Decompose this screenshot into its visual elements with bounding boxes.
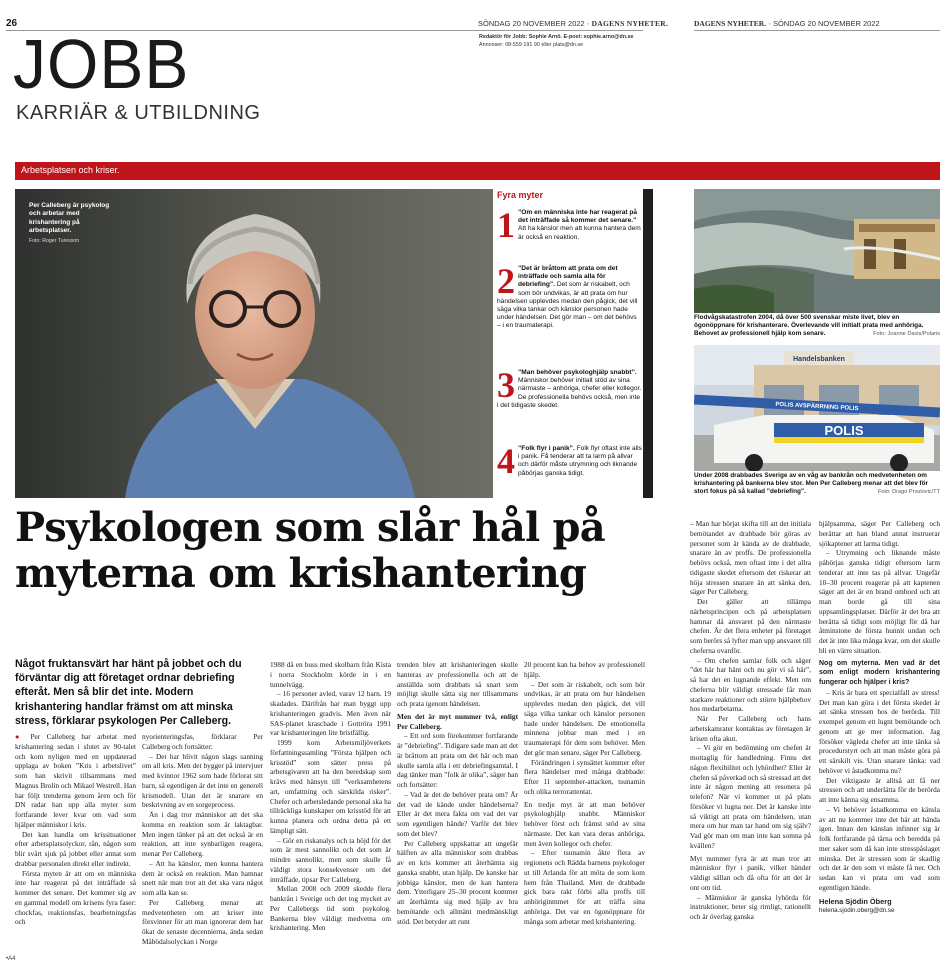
body-col-2 (142, 732, 263, 947)
ads-contact: Annonser: 08-559 191 90 eller plats@dn.se (479, 41, 584, 48)
tsunami-caption (694, 314, 940, 339)
body-col-5 (524, 660, 645, 926)
tsunami-illustration (694, 189, 940, 313)
myth-bold: ”Folk flyr i panik”. (518, 445, 575, 452)
body-para: Mellan 2008 och 2009 skedde flera bankrån i Sverige och det tog mycket av Per Callebergs tid som psykolog. Bankerna blev väldigt medvetna om krishantering. Men (270, 884, 391, 933)
body-para: Det kan handla om krissituationer efter arbetsplatsolyckor, rån, någon som blir svårt sjuk på jobbet eller annat som drabbar personalen direkt eller indirekt. (15, 829, 136, 868)
page-footer-marker: •A4 (6, 956, 16, 962)
section-title: JOBB (13, 25, 190, 103)
bank-photo (694, 345, 940, 471)
ingress: Något fruktansvärt har hänt på jobbet och du förväntar dig att företaget ordnar debriefing efteråt. Men så blir det inte. Modern krishantering handlar främst om att minska stress, förklarar psykologen Per Calleberg. (15, 658, 242, 727)
body-col-4 (397, 660, 518, 926)
bank-illustration (694, 345, 940, 471)
page-number: 26 (6, 18, 18, 29)
body-para: – Att ha känslor, men kunna hantera dem är också en reaktion. Man hamnar snett när man tror att det ska vara något som alla kan se. (142, 858, 263, 897)
body-para: – Gör en riskanalys och ta höjd för det som är mest sannolikt och det som är mindre sannolikt, men som skulle få väldigt stora konsekvenser om det inträffade, tipsar Per Calleberg. (270, 835, 391, 884)
myth-number: 4 (497, 441, 515, 481)
body-para: – Utrymning och liknande måste påbörjas ganska tidigt eftersom larm tenderar att inte tas på allvar. Ungefär 10–30 procent reagerar på att kaptenen säger att det är en brand ombord och att man borde gå till sina uppsamlingsplatser. Därför är det bra att berätta så tidigt som möjligt för då har åtminstone de första hunnit undan och det är inte lika många kvar, om det skulle bli en värre situation. (819, 548, 940, 655)
police-car-text: POLIS (824, 423, 864, 438)
body-para: hjälpsamma, säger Per Calleberg och berättar att han bland annat instruerar sjökaptener att larma tidigt. (819, 519, 940, 548)
bank-credit: Foto: Drago Prvulovic/TT (877, 489, 940, 496)
myth-text: Folk flyr oftast inte alls i panik. Få tenderar att ta larm på allvar och därför måste utrymning och liknande påbörjas ganska tidigt. (518, 445, 642, 477)
byline-email: helena.sjodin.oberg@dn.se (819, 907, 895, 915)
editor-line (479, 34, 634, 49)
body-para: – Det som är riskabelt, och som bör undvikas, är att prata om hur händelsen upplevdes medan den pågick, det vill säga vilka tankar och känslor personen hade under händelsen. De emotionella minnena jobbar man med i en traumaterapi för dem som behöver. Men det gör man senare, säger Per Calleberg. (524, 679, 645, 757)
section-kicker-bar (15, 162, 940, 180)
editor-contact: Redaktör för Jobb: Sophie Arnö. E-post: sophie.arno@dn.se (479, 34, 634, 40)
body-para: ● Per Calleberg har arbetat med krishantering sedan i slutet av 90-talet och kom nyligen med en uppdaterad upplaga av boken ”Kris i arbetslivet” som han skrivit tillsammans med Magnus Brolin och Mikael Westrell. Han har följt trenderna genom åren och för DN radar han upp alla myter som fortfarande lever kvar om vad som hjälper människor i kris. (15, 732, 136, 829)
myth-text: Människor behöver initialt stöd av sina närmaste – anhöriga, chefer eller kollegor. De professionella behövs också, men inte i det tidigaste skedet. (497, 377, 642, 409)
header-date-right: SÖNDAG 20 NOVEMBER 2022 (772, 19, 880, 28)
bank-caption (694, 472, 940, 497)
tsunami-photo (694, 189, 940, 313)
section-kicker: Arbetsplatsen och kriser. (21, 165, 120, 175)
section-subtitle: KARRIÄR & UTBILDNING (16, 102, 261, 124)
body-para: Än i dag tror människor att det ska komma en reaktion som är laktagbar. Men ingen tänker på att det också är en reaktion, att inte synbarligen reagera, menar Per Calleberg. (142, 810, 263, 858)
body-col-7 (819, 519, 940, 916)
body-col-6 (690, 519, 811, 922)
body-para: nyorienteringsfas, förklarar Per Calleberg och fortsätter: (142, 732, 263, 751)
body-para-lead: Nog om myterna. Men vad är det som enligt modern krishantering fungerar och hjälper i kris? (819, 659, 940, 686)
main-photo-credit: Foto: Roger Turesson (29, 237, 80, 244)
body-para: 1999 kom Arbetsmiljöverkets författningssamling ”Första hjälpen och krisstöd” som sätter press på arbetsgivaren att ha den beredskap som krävs med hänsyn till ”verksamhetens art, omfattning och särskilda risker”. Chefer och arbetsledande personal ska ha tillräckliga kunskaper om krisstöd för att kunna planera och ordna detta på ett lämpligt sätt. (270, 738, 391, 835)
myth-text: Att ha känslor men att kunna hantera dem är också en reaktion. (518, 225, 641, 241)
myths-title: Fyra myter (497, 190, 544, 200)
body-text: Per Calleberg har arbetat med krishantering sedan i slutet av 90-talet och kom nyligen med en uppdaterad upplaga av boken ”Kris i arbetslivet” som han skrivit tillsammans med Magnus Brolin och Mikael Westrell. Han har följt trenderna genom åren och för DN radar han upp alla myter som fortfarande lever kvar om vad som hjälper människor i kris. (15, 732, 136, 829)
body-para: – Man har börjat skifta till att det initiala bemötandet av drabbade bör göras av personer som är kända av de drabbade, snarare än av proffs. De professionella behövs också, men oftast inte i det allra tidigaste skedet eftersom det riskerar att höja stressen snarare än att sänka den, säger Per Calleberg. (690, 519, 811, 597)
myth-item (497, 441, 642, 481)
body-para: 20 procent kan ha behov av professionell hjälp. (524, 660, 645, 679)
body-para: – Det har blivit någon slags sanning om all kris. Men det bygger på intervjuer med kvinnor 1962 som hade förlorat sitt barn, så egentligen är det inte en generell krismodell. Utan det är snarare en beskrivning av en sorgeprocess. (142, 751, 263, 810)
myth-bold: ”Det är bråttom att prata om det inträffade och samla alla för debriefing”. (518, 265, 618, 289)
myth-item (497, 261, 642, 331)
myth-bold: ”Man behöver psykologhjälp snabbt”. (518, 369, 637, 376)
body-para: – Människor är ganska lyhörda för instruktioner, beter sig rimligt, rationellt och är överlag ganska (690, 892, 811, 921)
body-para-lead: Myt nummer fyra är att man tror att människor flyr i panik, vilket händer väldigt sällan och då ofta för att det är ont om tid. (690, 853, 811, 892)
body-para: Det viktigaste är alltså att få ner stressen och att underlätta för de berörda att inte känna sig ensamma. (819, 775, 940, 804)
header-paper-name: DAGENS NYHETER. (591, 19, 669, 28)
myths-divider (643, 189, 653, 498)
body-para: Första myten är att om en människa inte har reagerat på det inträffade så kommer det senare. Det kommer sig av en gammal modell om krisens fyra faser: chockfas, reaktionsfas, bearbetningsfas och (15, 868, 136, 927)
body-col-1 (15, 732, 136, 927)
myth-number: 2 (497, 261, 515, 301)
body-para: Per Calleberg uppskattar att ungefär hälften av alla människor som drabbas av en kris kommer att återhämta sig ganska snabbt, utan hjälp. De kanske har jobbiga känslor, men de kan hantera dem. Ytterligare 25–30 procent kommer att återhämta sig med hjälp av bra bemötande och allmänt medmänskligt stöd. Det betyder att runt (397, 838, 518, 926)
header-date: SÖNDAG 20 NOVEMBER 2022 (478, 19, 585, 28)
myth-text: Det som är riskabelt, och som bör undvikas, är att prata om hur händelsen upplevdes medan den pågick, det vill säga vilka tankar och känslor personen hade under händelsen. Det gör man – om det behövs – i en traumaterapi. (497, 281, 638, 330)
body-para-lead: Men det är myt nummer två, enligt Per Calleberg. (397, 711, 518, 731)
headline: Psykologen som slår hål på myterna om krishantering (15, 504, 605, 597)
body-col-3 (270, 660, 391, 933)
myth-bold: ”Om en människa inte har reagerat på det inträffade så kommer det senare.” (518, 209, 638, 225)
main-photo-caption-text: Per Calleberg är psykolog och arbetar med krishantering på arbetsplatser. (29, 202, 110, 235)
myth-item (497, 205, 642, 245)
body-para: – Vi gör en bedömning om chefen är mottaglig för handledning. Finns det någon flexibilitet och lyhördhet? Eller är chefen så påverkad och så stressad att det inte är någon mening att resonera på telefon? När vi kommer ut på plats försöker vi lugna ner. Det är kanske inte så viktigt att prata om händelsen, utan mera om hur man tar hand om sig själv? Vad gör man om man inte kan somna på kvällen? (690, 743, 811, 850)
header-rule-right (694, 30, 940, 31)
body-para: – 16 personer avled, varav 12 barn. 19 skadades. Därifrån har man byggt upp krishanteringen gradvis. Men även när SAS-planet kraschade i Gottröra 1991 var krishanteringen lite bristfällig. (270, 689, 391, 738)
tsunami-caption-text: Flodvågskatastrofen 2004, då över 500 svenskar miste livet, blev en ögonöppnare för krishanterare. Överlevande vill initialt prata med anhöriga. Behovet av professionell hjälp kom senare. (694, 314, 924, 338)
myth-item (497, 365, 642, 410)
body-para: – Vad är det de behöver prata om? Är det vad de kände under händelserna? Eller är det mera fakta om vad det var som egentligen hände? Varför det blev som det blev? (397, 789, 518, 838)
header-right: DAGENS NYHETER. ◦ SÖNDAG 20 NOVEMBER 2022 (694, 19, 880, 28)
myths-box (493, 189, 643, 498)
byline-name: Helena Sjödin Öberg (819, 896, 892, 906)
body-para: trenden blev att krishanteringen skulle hanteras av professionella och att de anställda som drabbats så snart som möjligt skulle sätta sig ner tillsammans och prata igenom händelsen. (397, 660, 518, 708)
bank-sign: Handelsbanken (793, 356, 845, 363)
body-para: – Kris är bara ett specialfall av stress! Det man kan göra i det första skedet är att sänka stressen hos de berörda. Till exempel genom ett lugnt bemötande och genom att ge mer information. Jag försöker vägleda chefer att inte tänka så procedurstyrt och att man måste göra på ett särskilt vis. Utan snarare tänka: vad behöver vi åstadkomma nu? (819, 687, 940, 775)
byline (819, 897, 940, 917)
body-para: När Per Calleberg och hans arbetskamrater kontaktas av företagen är krisen ofta akut. (690, 714, 811, 743)
body-para: – Efter tsunamin åkte flera av regionens och Rädda barnens psykologer ut till Arlanda för att möta de som kom hem från Thailand. Men de drabbade gick bara rakt förbi alla proffs till anhöriginmmet för att träffa sina anhöriga. Det var en ögonöppnare för många som arbetar med krishantering. (524, 848, 645, 926)
tsunami-credit: Foto: Joanne Davis/Polaris (873, 331, 940, 338)
body-para: 1988 då en buss med skolbarn från Kista i norra Stockholm körde in i en tunnelvägg. (270, 660, 391, 689)
myth-number: 1 (497, 205, 515, 245)
body-para: Det gäller att tillämpa närhetsprincipen och på arbetsplatsen hamnar då ansvaret på den närmaste chefen. Är det flera enheter på företaget som berörs så lyfter man upp ansvaret till cheferna ovanför. (690, 597, 811, 655)
body-para: – Vi behöver åstadkomma en känsla av att nu kommer inte det här att hända igen. Innan den känslan infinner sig är folk fortfarande på tårna och beredda på mer saker som då kan inte stresspåslaget minska. Det är stressen som är skadlig och det är den som vi måste få ner. Och sedan kan vi prata om vad som egentligen hände. (819, 804, 940, 892)
myth-number: 3 (497, 365, 515, 405)
body-para: Per Calleberg menar att medvetenheten om att kriser inte försvinner för att man ignorerar dem har ökat de senaste decennierna, ända sedan Måbödalsolyckan i Norge (142, 897, 263, 946)
body-para: – Ett ord som förekommer fortfarande är ”debriefing”. Tidigare sade man att det är bråttom att prata om det här och man skulle samla alla i ett debriefingsamtal. I dag tänker man ”folk är olika”, säger han och fortsätter: (397, 731, 518, 789)
bank-caption-text: Under 2008 drabbades Sverige av en våg av bankrån och medvetenheten om krishantering på bankerna blev stor. Men Per Calleberg menar att det blev för stort fokus på så kallad ”debriefing”. (694, 472, 929, 496)
header-date-left: SÖNDAG 20 NOVEMBER 2022 ◦ DAGENS NYHETER. (478, 19, 669, 28)
body-para: Förändringen i synsättet kommer efter flera händelser med många drabbade: Efter 11 september-attacken, tsunamin och olika terrorattentat. (524, 757, 645, 796)
body-para-lead: En tredje myt är att man behöver psykologhjälp snabbt. Människor behöver först och främst stöd av sina närmaste. Det kan vara deras anhöriga, men även kollegor och chefer. (524, 799, 645, 848)
body-para: – Om chefen samlar folk och säger ”det här har hänt och nu gör vi så här”, så har det en lugnande effekt. Men om cheferna blir väldigt stressade får man starkare reaktioner och större hjälpbehov hos medarbetarna. (690, 655, 811, 714)
main-photo-caption (29, 202, 117, 245)
police-tape-text: POLIS AVSPÄRRNING POLIS (775, 401, 859, 413)
header-paper-name-right: DAGENS NYHETER. (694, 19, 767, 28)
